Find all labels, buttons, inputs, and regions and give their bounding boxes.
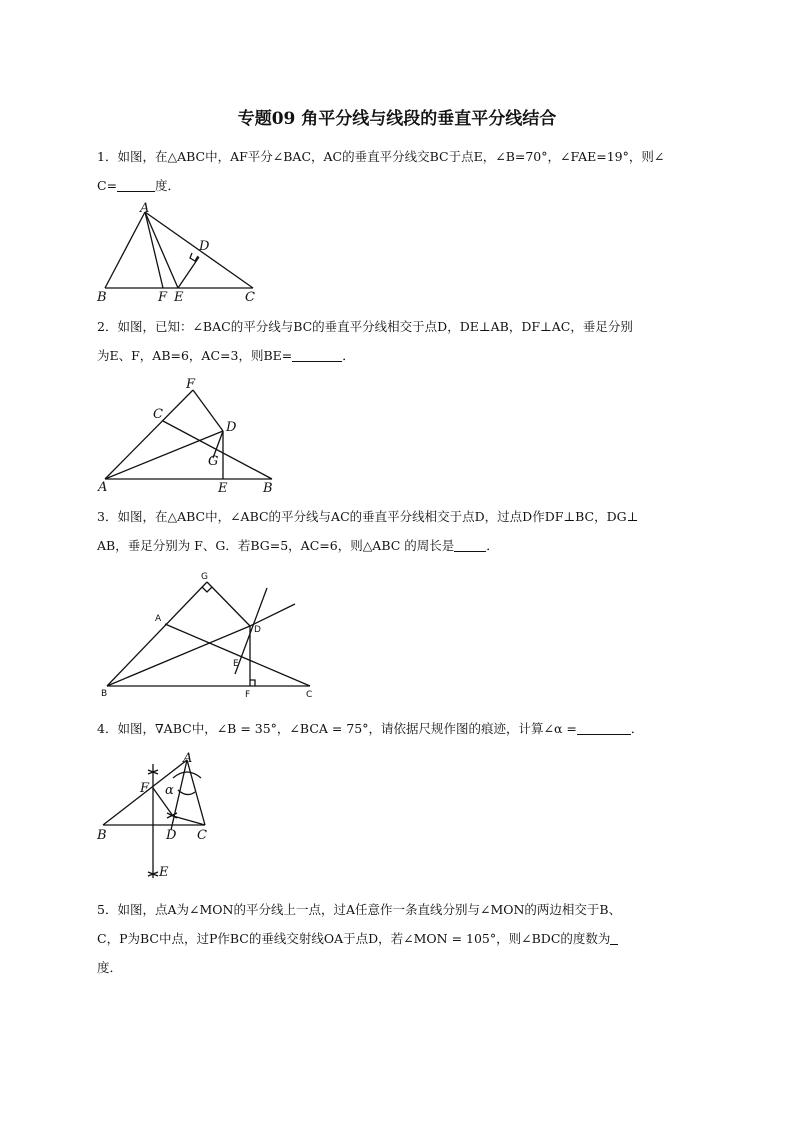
problem-3-line-2: AB，垂足分别为 F、G．若BG=5，AC=6，则△ABC 的周长是 ．	[97, 538, 499, 553]
answer-blank	[577, 720, 631, 735]
problem-2-line-2: 为E、F，AB=6，AC=3，则BE= ．	[97, 348, 355, 363]
fig2-label-A: A	[98, 480, 108, 495]
fig4-label-B: B	[97, 828, 107, 843]
fig4-label-C: C	[197, 828, 207, 843]
fig1-label-B: B	[97, 290, 107, 305]
figure-3	[95, 566, 335, 700]
problem-5-line-1: 5．如图，点A为∠MON的平分线上一点，过A任意作一条直线分别与∠MON的两边相交于B、	[97, 902, 622, 917]
fig3-label-C: C	[306, 690, 313, 700]
answer-blank	[292, 347, 342, 362]
problem-1	[97, 142, 697, 200]
figure-2	[95, 376, 285, 496]
fig2-label-E: E	[218, 481, 228, 496]
problem-2	[97, 312, 697, 370]
answer-blank	[610, 930, 618, 945]
problem-1-line-2: C= 度．	[97, 178, 181, 193]
problem-5-line-3: 度．	[97, 960, 123, 975]
page-title: 专题09 角平分线与线段的垂直平分线结合	[237, 109, 557, 129]
problem-5	[97, 895, 697, 982]
fig4-label-A: A	[183, 751, 193, 766]
fig1-label-F: F	[158, 290, 168, 305]
problem-5-line-2: C，P为BC中点，过P作BC的垂线交射线OA于点D，若∠MON = 105°，则∠BDC的度数为	[97, 924, 697, 953]
problem-1-line-1: 1．如图，在△ABC中，AF平分∠BAC，AC的垂直平分线交BC于点E，∠B=70°，∠FAE=19°，则∠	[97, 149, 665, 164]
fig3-label-A: A	[155, 614, 162, 624]
fig1-label-A: A	[140, 201, 150, 216]
problem-3	[97, 502, 697, 560]
fig3-label-G: G	[201, 572, 208, 582]
fig4-label-E: E	[159, 865, 169, 880]
fig4-label-D: D	[166, 828, 177, 843]
figure-1	[95, 200, 275, 308]
fig1-label-C: C	[245, 290, 255, 305]
fig1-label-E: E	[174, 290, 184, 305]
fig4-label-alpha: α	[165, 783, 174, 798]
problem-3-line-1: 3．如图，在△ABC中，∠ABC的平分线与AC的垂直平分线相交于点D，过点D作DF⊥BC，DG⊥	[97, 509, 639, 524]
fig2-label-B: B	[263, 481, 273, 496]
figure-4	[95, 748, 225, 888]
problem-4	[97, 714, 697, 743]
fig2-label-F: F	[186, 377, 196, 392]
fig3-label-B: B	[101, 689, 108, 699]
fig3-label-F: F	[245, 690, 251, 700]
fig3-label-D: D	[254, 625, 261, 635]
fig1-label-D: D	[199, 239, 210, 254]
problem-4-line-1: 4．如图，∇ABC中，∠B = 35°，∠BCA = 75°，请依据尺规作图的痕迹，计算∠α = ．	[97, 721, 644, 736]
problem-2-line-1: 2．如图，已知：∠BAC的平分线与BC的垂直平分线相交于点D，DE⊥AB，DF⊥AC，垂足分别	[97, 319, 633, 334]
fig2-label-D: D	[226, 420, 237, 435]
fig4-label-F: F	[140, 781, 150, 796]
fig3-label-E: E	[233, 659, 239, 669]
answer-blank	[454, 537, 486, 552]
answer-blank	[117, 177, 155, 192]
fig2-label-G: G	[208, 454, 219, 469]
fig2-label-C: C	[153, 407, 163, 422]
